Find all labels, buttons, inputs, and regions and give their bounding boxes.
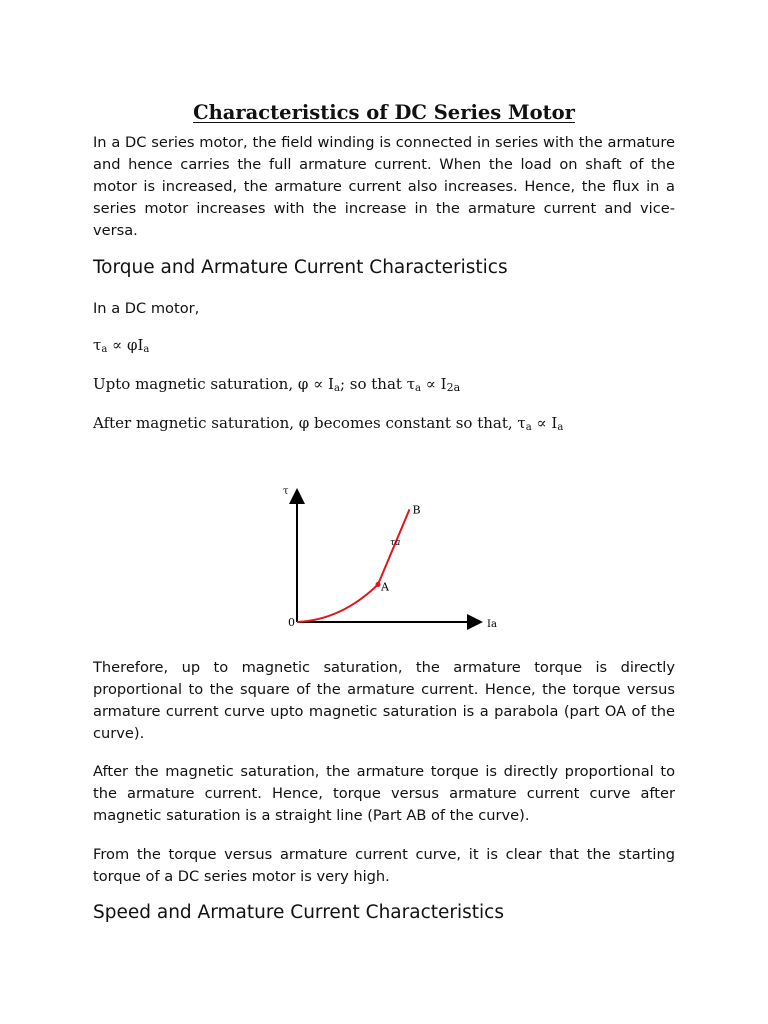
formula2-mid: ; so that τ (339, 375, 415, 393)
point-a-label: A (381, 580, 389, 594)
formula-before-saturation (93, 375, 460, 394)
formula3-sub-a: a (525, 422, 532, 433)
formula1-relation: ∝ φI (107, 336, 144, 354)
formula3-relation: ∝ I (531, 414, 558, 432)
straight-line-paragraph: After the magnetic saturation, the armature torque is directly proportional to the armature current. Hence, torque versus armature current curve after magnetic saturation is a straight line (Part AB of the curve). (93, 763, 675, 824)
formula2-sub-2a: 2a (446, 381, 461, 394)
origin-label: 0 (288, 616, 295, 629)
torque-curve (297, 509, 410, 622)
formula1-sub-a: a (101, 344, 108, 355)
formula-torque-proportional (93, 336, 149, 355)
point-b-label: B (412, 503, 421, 517)
in-dc-motor-text: In a DC motor, (93, 300, 200, 317)
x-axis-label: Ia (487, 619, 497, 630)
torque-current-chart (270, 480, 500, 640)
intro-paragraph: In a DC series motor, the field winding is connected in series with the armature and hence carries the full armature current. When the load on shaft of the motor is increased, the armature current also increases. Hence, the flux in a series motor increases with the increase in the armature current and vice-versa. (93, 134, 675, 239)
formula2-prefix: Upto magnetic saturation, φ ∝ I (93, 375, 334, 393)
curve-label: τa (390, 537, 401, 548)
parabola-paragraph: Therefore, up to magnetic saturation, the armature torque is directly proportional to the square of the armature current. Hence, the torque versus armature current curve upto magnetic saturation is a parabola (part OA of the curve). (93, 659, 675, 742)
formula-after-saturation (93, 414, 563, 433)
formula2-relation: ∝ I (420, 375, 447, 393)
starting-torque-paragraph: From the torque versus armature current curve, it is clear that the starting torque of a DC series motor is very high. (93, 846, 675, 885)
formula3-prefix: After magnetic saturation, φ becomes constant so that, τ (93, 414, 526, 432)
formula3-sub-a2: a (557, 422, 564, 433)
formula1-sub-a2: a (143, 344, 150, 355)
formula2-sub-a: a (333, 383, 340, 394)
section-heading-torque: Torque and Armature Current Characteristics (93, 257, 508, 278)
formula2-sub-a2: a (415, 383, 421, 394)
formula1-tau: τ (93, 336, 102, 354)
page-title: Characteristics of DC Series Motor (193, 101, 575, 125)
point-a-marker (376, 582, 381, 587)
y-axis-label: τ (283, 486, 289, 497)
section-heading-speed: Speed and Armature Current Characteristics (93, 902, 504, 923)
